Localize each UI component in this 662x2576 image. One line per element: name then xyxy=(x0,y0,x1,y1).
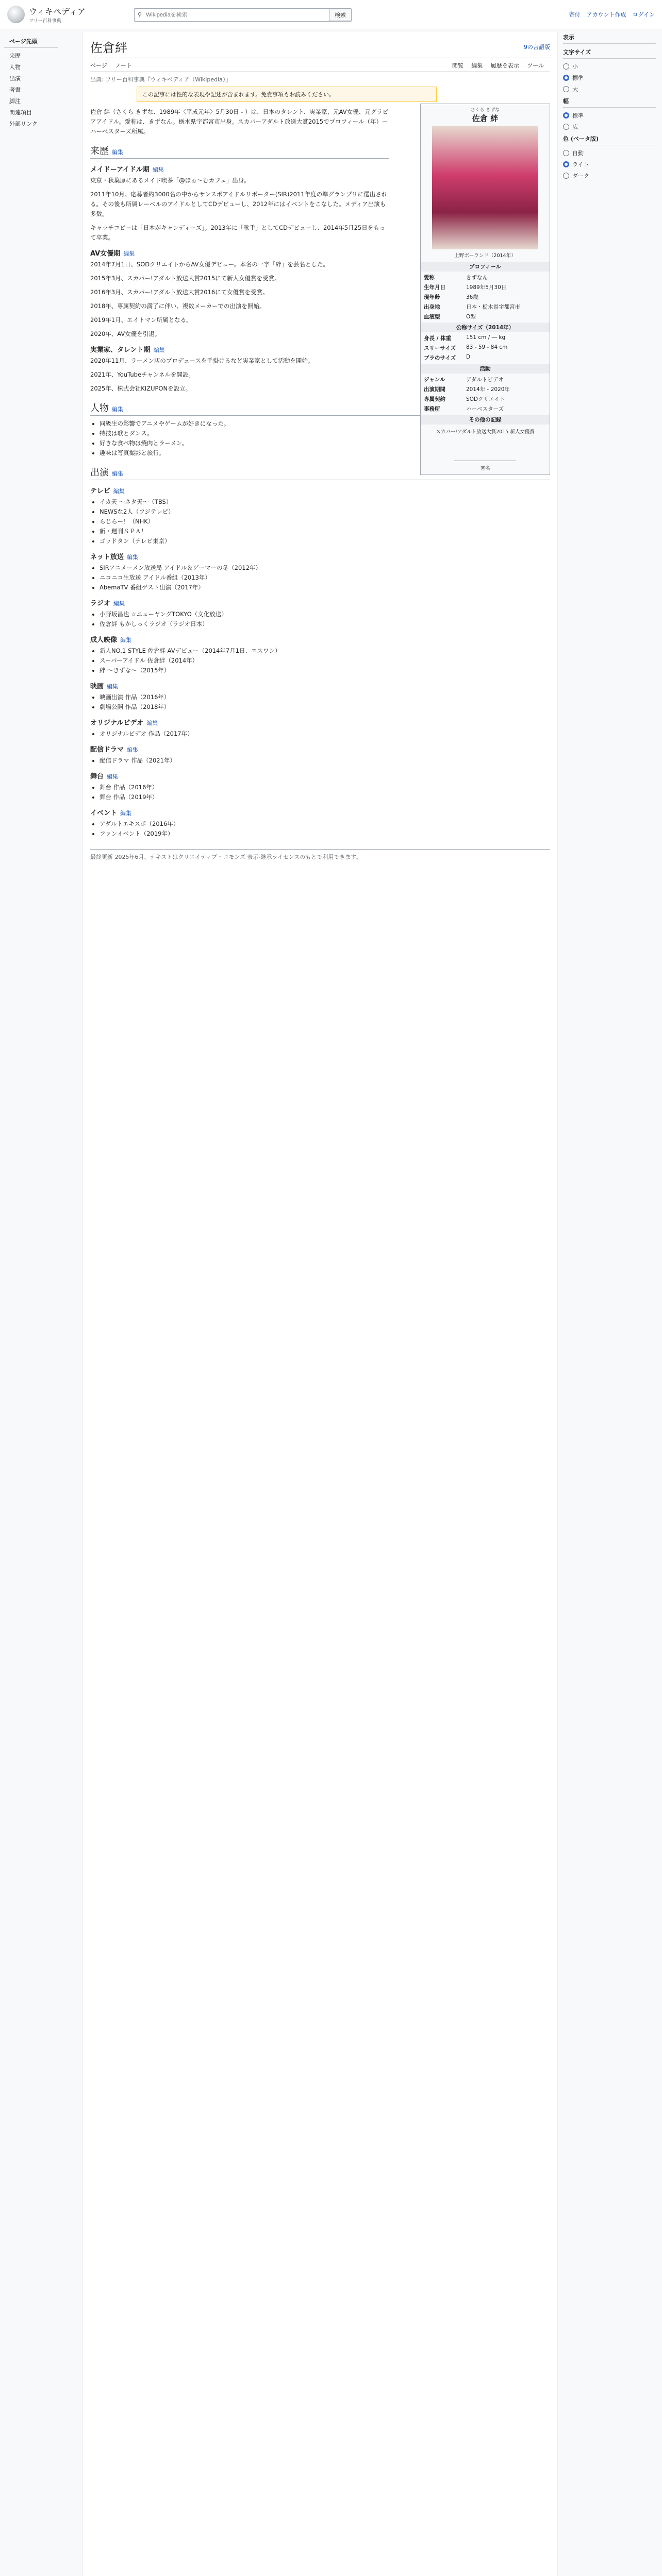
list-item[interactable]: • 絆 ～きずな～（2015年） xyxy=(100,666,550,675)
profile-table xyxy=(421,273,550,321)
list-item[interactable]: • 映画出演 作品（2016年） xyxy=(100,692,550,702)
toc-item-person[interactable]: 人物 xyxy=(9,64,21,71)
edit-link[interactable]: 編集 xyxy=(112,149,123,156)
text-size-standard[interactable]: 標準 xyxy=(563,72,656,83)
subsection-av: AV女優期 編集 xyxy=(90,250,135,258)
tab-page[interactable]: ページ xyxy=(90,62,107,69)
table-row: ジャンル アダルトビデオ xyxy=(424,377,504,383)
signature-image xyxy=(454,440,516,461)
edit-link[interactable]: 編集 xyxy=(123,250,135,257)
list-item[interactable]: • AbemaTV 番組ゲスト出演（2017年） xyxy=(100,583,550,592)
login-link[interactable]: ログイン xyxy=(632,11,655,18)
color-auto[interactable]: 自動 xyxy=(563,147,656,159)
list-item[interactable]: • スーパーアイドル 佐倉絆（2014年） xyxy=(100,656,550,666)
appearance-panel xyxy=(563,31,656,181)
color-light[interactable]: ライト xyxy=(563,159,656,170)
subsection-drama: 配信ドラマ 編集 xyxy=(90,746,139,754)
subsection-stage: 舞台 編集 xyxy=(90,773,119,781)
tab-talk[interactable]: ノート xyxy=(115,62,132,69)
toc-item-notes[interactable]: 脚注 xyxy=(9,98,21,105)
radio-icon xyxy=(563,173,569,179)
page-title: 佐倉絆 9の言語版 xyxy=(90,38,550,58)
edit-link[interactable]: 編集 xyxy=(127,747,139,753)
paragraph: 2014年7月1日、SODクリエイトからAV女優デビュー。本名の一字「絆」を芸名とした。 xyxy=(90,261,329,268)
paragraph: 東京・秋葉原にあるメイド喫茶「@ほぉ～むカフェ」出身。 xyxy=(90,177,250,184)
signature-caption: 署名 xyxy=(480,466,490,471)
edit-link[interactable]: 編集 xyxy=(107,773,119,780)
paragraph: 2011年10月、応募者約3000名の中からサンスポアイドルリポーター(SIR)2011年度の準グランプリに選出される。その後も所属レーベルのアイドルとしてCDデビューし、2012年にはイベントをこなした。メディア出演も多数。 xyxy=(90,191,388,217)
event-list xyxy=(100,819,550,839)
radio-selected-icon xyxy=(563,161,569,167)
list-item[interactable]: • 劇場公開 作品（2018年） xyxy=(100,702,550,712)
subsection-maid: メイドーアイドル期 編集 xyxy=(90,166,164,174)
paragraph: 2019年1月、エイトマン所属となる。 xyxy=(90,316,192,324)
globe-icon xyxy=(7,6,25,23)
list-item[interactable]: • イカ天 ～ネタ天～（TBS） xyxy=(100,497,550,507)
toc-sidebar xyxy=(0,31,62,129)
list-item[interactable]: • 舞台 作品（2016年） xyxy=(100,783,550,792)
paragraph: 2015年3月、スカパー!アダルト放送大賞2015にて新人女優賞を受賞。 xyxy=(90,275,280,282)
from-line: 出典: フリー百科事典『ウィキペディア（Wikipedia）』 xyxy=(90,76,231,83)
radio-icon xyxy=(563,150,569,156)
search-button[interactable]: 検索 xyxy=(329,9,352,21)
list-item[interactable]: • 配信ドラマ 作品（2021年） xyxy=(100,756,550,766)
subsection-radio: ラジオ 編集 xyxy=(90,600,125,607)
content-notice: この記事には性的な表現や記述が含まれます。免責事項もお読みください。 xyxy=(137,87,437,102)
edit-link[interactable]: 編集 xyxy=(127,554,139,561)
tv-list xyxy=(100,497,550,546)
text-size-heading: 文字サイズ xyxy=(563,46,656,59)
article-area xyxy=(82,31,558,2576)
radio-icon xyxy=(563,124,569,130)
original-list xyxy=(100,729,550,739)
list-item[interactable]: • ニコニコ生放送 アイドル番組（2013年） xyxy=(100,573,550,583)
radio-icon xyxy=(563,86,569,92)
toc-heading[interactable]: ページ先頭 xyxy=(4,35,58,48)
subsection-events: イベント 編集 xyxy=(90,809,132,817)
table-row: ブラのサイズ D xyxy=(424,354,471,361)
edit-link[interactable]: 編集 xyxy=(146,720,158,726)
infobox xyxy=(420,104,550,475)
tab-edit[interactable]: 編集 xyxy=(471,62,483,69)
tab-history[interactable]: 履歴を表示 xyxy=(490,62,519,69)
table-row: スリーサイズ 83 - 59 - 84 cm xyxy=(424,344,508,351)
table-row: 出身地 日本・栃木県宇都宮市 xyxy=(424,304,520,310)
size-table xyxy=(421,333,550,363)
top-bar xyxy=(0,0,662,29)
section-career: 来歴 編集 xyxy=(90,144,389,159)
tab-tools[interactable]: ツール xyxy=(527,62,544,69)
toc-item-books[interactable]: 著書 xyxy=(9,87,21,93)
list-item: • 好きな食べ物は焼肉とラーメン。 xyxy=(100,438,550,448)
subsection-original: オリジナルビデオ 編集 xyxy=(90,719,158,727)
subsection-net: ネット放送 編集 xyxy=(90,553,139,561)
edit-link[interactable]: 編集 xyxy=(112,406,123,413)
public-size-header: 公称サイズ（2014年） xyxy=(421,323,550,332)
list-item[interactable]: • 新・週刊ＳＰＡ！ xyxy=(100,527,550,536)
infobox-kana: さくら きずな xyxy=(470,108,500,113)
search-input[interactable] xyxy=(135,11,329,19)
edit-link[interactable]: 編集 xyxy=(152,166,164,173)
paragraph: 2021年、YouTubeチャンネルを開設。 xyxy=(90,371,194,378)
text-size-small[interactable]: 小 xyxy=(563,61,656,72)
list-item[interactable]: • SIRアニメーメン放送局 アイドル＆ゲーマーの冬（2012年） xyxy=(100,563,550,573)
paragraph: 2020年、AV女優を引退。 xyxy=(90,330,161,337)
list-item[interactable]: • オリジナルビデオ 作品（2017年） xyxy=(100,729,550,739)
site-name: ウィキペディア xyxy=(29,7,86,16)
tab-read[interactable]: 閲覧 xyxy=(452,62,464,69)
list-item[interactable]: • 新人NO.1 STYLE 佐倉絆 AVデビュー（2014年7月1日、エスワン） xyxy=(100,646,550,656)
edit-link[interactable]: 編集 xyxy=(113,600,125,607)
width-heading: 幅 xyxy=(563,95,656,108)
activity-header: 活動 xyxy=(421,364,550,374)
table-row: 生年月日 1989年5月30日 xyxy=(424,284,507,291)
toc-item-related[interactable]: 関連項目 xyxy=(9,109,32,116)
search-icon: ⚲ xyxy=(138,11,142,18)
edit-link[interactable]: 編集 xyxy=(112,470,123,477)
profile-header: プロフィール xyxy=(421,262,550,272)
paragraph: キャッチコピーは「日本がキャンディーズ」。2013年に「歌手」としてCDデビューし、2014年5月25日をもって卒業。 xyxy=(90,224,386,241)
portrait-image[interactable] xyxy=(432,126,538,249)
donate-link[interactable]: 寄付 xyxy=(569,11,581,18)
width-wide[interactable]: 広 xyxy=(563,121,656,132)
toc-item-external[interactable]: 外部リンク xyxy=(9,121,38,127)
page-footer: 最終更新 2025年6月、テキストはクリエイティブ・コモンズ 表示-継承ライセンスのもとで利用できます。 xyxy=(90,849,550,861)
paragraph: 2018年、専属契約の満了に伴い、複数メーカーでの出演を開始。 xyxy=(90,302,266,310)
section-person: 人物 編集 xyxy=(90,401,550,416)
section-appearances: 出演 編集 xyxy=(90,465,550,480)
movie-list xyxy=(100,692,550,712)
radio-icon xyxy=(563,63,569,70)
subsection-adult: 成人映像 編集 xyxy=(90,636,132,644)
list-item: • 特技は歌とダンス。 xyxy=(100,429,550,438)
appearance-heading: 表示 xyxy=(563,31,656,44)
wiki-logo[interactable] xyxy=(7,5,86,24)
list-item: • 同級生の影響でアニメやゲームが好きになった。 xyxy=(100,419,550,429)
edit-link[interactable]: 編集 xyxy=(113,488,125,495)
subsection-talent: 実業家、タレント期 編集 xyxy=(90,346,165,354)
color-dark[interactable]: ダーク xyxy=(563,170,656,181)
awards-text: スカパー!アダルト放送大賞2015 新人女優賞 xyxy=(436,429,535,435)
table-row: 現年齢 36歳 xyxy=(424,294,478,300)
lead-paragraph: 佐倉 絆（さくら きずな、1989年〈平成元年〉5月30日 - ）は、日本のタレント、実業家、元AV女優、元グラビアアイドル。愛称は、きずなん。栃木県宇都宮市出身。スカパーアダルト放送大賞2015でプロフィール（年）ーハーベスターズ所属。 xyxy=(90,108,389,135)
list-item[interactable]: • らじらー！（NHK） xyxy=(100,517,550,527)
subsection-tv: テレビ 編集 xyxy=(90,487,125,495)
table-row: 出演期間 2014年 - 2020年 xyxy=(424,386,510,393)
page-tabs xyxy=(90,61,550,72)
toc-item-career[interactable]: 来歴 xyxy=(9,53,21,59)
table-row: 事務所 ハーベスターズ xyxy=(424,406,504,412)
search-box xyxy=(134,8,352,22)
create-account-link[interactable]: アカウント作成 xyxy=(586,11,626,18)
table-row: 身長 / 体重 151 cm / ― kg xyxy=(424,334,506,342)
user-links xyxy=(569,10,655,19)
text-size-large[interactable]: 大 xyxy=(563,83,656,95)
edit-link[interactable]: 編集 xyxy=(153,347,165,353)
lead-section xyxy=(90,107,389,339)
subsection-movies: 映画 編集 xyxy=(90,683,119,690)
table-row: 愛称 きずなん xyxy=(424,275,488,281)
list-item[interactable]: • NEWSな2人（フジテレビ） xyxy=(100,507,550,517)
awards-header: その他の記録 xyxy=(421,415,550,425)
radio-list xyxy=(100,609,550,629)
table-row: 血液型 O型 xyxy=(424,314,476,320)
stage-list xyxy=(100,783,550,802)
adult-list xyxy=(100,646,550,675)
edit-link[interactable]: 編集 xyxy=(120,637,132,643)
net-list xyxy=(100,563,550,592)
language-button[interactable]: 9の言語版 xyxy=(524,43,550,50)
site-subtitle: フリー百科事典 xyxy=(29,19,61,24)
paragraph: 2020年11月、ラーメン店のプロデュースを手掛けるなど実業家として活動を開始。 xyxy=(90,357,314,364)
list-item[interactable]: • 小野坂昌也 ☆ニューヤングTOKYO（文化放送） xyxy=(100,609,550,619)
infobox-name: 佐倉 絆 xyxy=(472,114,499,123)
list-item[interactable]: • 佐倉絆 もかしっくラジオ（ラジオ日本） xyxy=(100,619,550,629)
list-item[interactable]: • 舞台 作品（2019年） xyxy=(100,792,550,802)
edit-link[interactable]: 編集 xyxy=(107,683,119,690)
color-heading: 色 (ベータ版) xyxy=(563,132,656,145)
list-item: • 趣味は写真撮影と旅行。 xyxy=(100,448,550,458)
list-item[interactable]: • ファンイベント（2019年） xyxy=(100,829,550,839)
radio-selected-icon xyxy=(563,112,569,118)
activity-table xyxy=(421,375,550,414)
paragraph: 2016年3月、スカパー!アダルト放送大賞2016にて女優賞を受賞。 xyxy=(90,289,269,296)
table-row: 専属契約 SODクリエイト xyxy=(424,396,505,402)
edit-link[interactable]: 編集 xyxy=(120,810,132,817)
list-item[interactable]: • ゴッドタン（テレビ東京） xyxy=(100,536,550,546)
paragraph: 2025年、株式会社KIZUPONを設立。 xyxy=(90,385,192,392)
toc-item-appearances[interactable]: 出演 xyxy=(9,75,21,82)
radio-selected-icon xyxy=(563,75,569,81)
drama-list xyxy=(100,756,550,766)
list-item[interactable]: • アダルトエキスポ（2016年） xyxy=(100,819,550,829)
photo-caption: 上野ポーランド（2014年） xyxy=(454,253,516,259)
width-standard[interactable]: 標準 xyxy=(563,110,656,121)
